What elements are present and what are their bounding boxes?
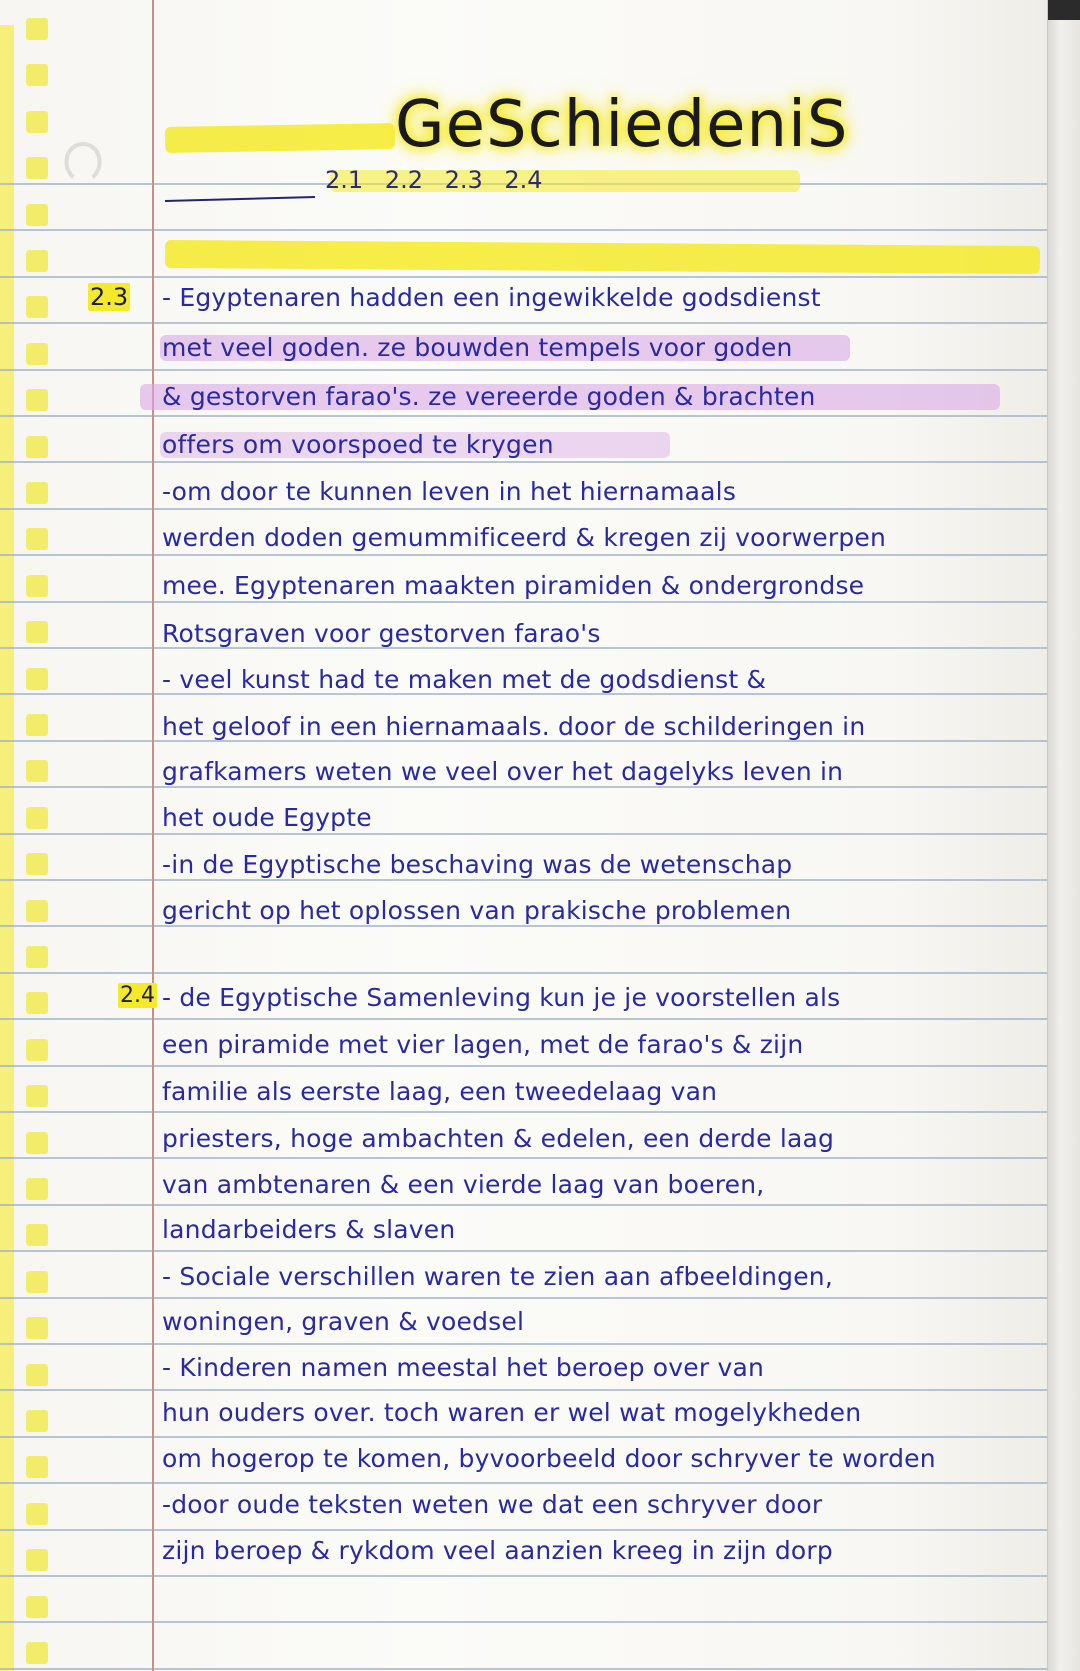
note-line: - veel kunst had te maken met de godsdienst &: [162, 665, 767, 694]
note-line: -om door te kunnen leven in het hiernamaals: [162, 477, 737, 506]
note-line: van ambtenaren & een vierde laag van boeren,: [162, 1170, 765, 1199]
page-title: GeSchiedeniS: [395, 88, 849, 162]
binding-dot: [26, 18, 48, 40]
ruled-line: [0, 1389, 1048, 1391]
note-line: het oude Egypte: [162, 803, 372, 832]
title-underline: [165, 196, 315, 202]
binding-dot: [26, 204, 48, 226]
note-line: offers om voorspoed te krygen: [162, 430, 554, 459]
binding-dot: [26, 1178, 48, 1200]
ruled-line: [0, 1575, 1048, 1577]
binding-dot: [26, 992, 48, 1014]
binding-dot: [26, 111, 48, 133]
notebook-page-edge: [1047, 0, 1080, 1671]
ruled-line: [0, 879, 1048, 881]
note-line: & gestorven farao's. ze vereerde goden & brachten: [162, 382, 816, 411]
binding-dot: [26, 1224, 48, 1246]
note-line: hun ouders over. toch waren er wel wat mogelykheden: [162, 1398, 862, 1427]
ruled-line: [0, 322, 1048, 324]
ruled-line: [0, 1250, 1048, 1252]
binding-dot: [26, 807, 48, 829]
show-through-text: ဂ: [60, 104, 106, 197]
ruled-line: [0, 1157, 1048, 1159]
title-highlight-left: [165, 123, 395, 153]
ruled-line: [0, 1297, 1048, 1299]
binding-dot: [26, 296, 48, 318]
binding-dot: [26, 853, 48, 875]
binding-dot: [26, 1596, 48, 1618]
note-line: familie als eerste laag, een tweedelaag van: [162, 1077, 718, 1106]
binding-dot: [26, 1039, 48, 1061]
ruled-line: [0, 601, 1048, 603]
note-line: zijn beroep & rykdom veel aanzien kreeg in zijn dorp: [162, 1536, 833, 1565]
binding-dot: [26, 250, 48, 272]
notebook-cover-corner: [1048, 0, 1080, 20]
binding-highlight-strip: [0, 25, 14, 1671]
note-line: gericht op het oplossen van prakische problemen: [162, 896, 792, 925]
ruled-line: [0, 1111, 1048, 1113]
binding-dot: [26, 946, 48, 968]
note-line: woningen, graven & voedsel: [162, 1307, 525, 1336]
note-line: priesters, hoge ambachten & edelen, een derde laag: [162, 1124, 835, 1153]
sections-covered: 2.1 2.2 2.3 2.4: [325, 166, 543, 194]
ruled-line: [0, 229, 1048, 231]
binding-dot: [26, 1364, 48, 1386]
note-line: -door oude teksten weten we dat een schryver door: [162, 1490, 823, 1519]
ruled-line: [0, 833, 1048, 835]
ruled-line: [0, 972, 1048, 974]
note-line: mee. Egyptenaren maakten piramiden & ondergrondse: [162, 571, 865, 600]
binding-dot: [26, 1132, 48, 1154]
ruled-line: [0, 461, 1048, 463]
note-line: Rotsgraven voor gestorven farao's: [162, 619, 601, 648]
ruled-line: [0, 369, 1048, 371]
ruled-line: [0, 1621, 1048, 1623]
binding-dot: [26, 621, 48, 643]
ruled-line: [0, 276, 1048, 278]
note-line: - Kinderen namen meestal het beroep over van: [162, 1353, 765, 1382]
binding-dot: [26, 343, 48, 365]
ruled-line: [0, 1343, 1048, 1345]
note-line: grafkamers weten we veel over het dagelyks leven in: [162, 757, 844, 786]
section-label-2-3: 2.3: [90, 283, 129, 311]
ruled-line: [0, 1065, 1048, 1067]
binding-dot: [26, 389, 48, 411]
binding-dot: [26, 482, 48, 504]
binding-dot: [26, 1317, 48, 1339]
binding-dot: [26, 528, 48, 550]
margin-line: [152, 0, 154, 1671]
binding-dot: [26, 668, 48, 690]
binding-dot: [26, 157, 48, 179]
binding-dot: [26, 714, 48, 736]
binding-dot: [26, 1456, 48, 1478]
note-line: werden doden gemummificeerd & kregen zij voorwerpen: [162, 523, 887, 552]
note-line: -in de Egyptische beschaving was de wetenschap: [162, 850, 793, 879]
binding-dot: [26, 900, 48, 922]
binding-dot: [26, 1642, 48, 1664]
ruled-line: [0, 415, 1048, 417]
binding-dot: [26, 1085, 48, 1107]
binding-dot: [26, 1503, 48, 1525]
note-line: landarbeiders & slaven: [162, 1215, 456, 1244]
ruled-line: [0, 1482, 1048, 1484]
ruled-line: [0, 786, 1048, 788]
ruled-line: [0, 508, 1048, 510]
note-line: - Sociale verschillen waren te zien aan afbeeldingen,: [162, 1262, 833, 1291]
section-label-2-4: 2.4: [120, 983, 155, 1008]
title-highlight-bar: [165, 240, 1040, 274]
note-line: om hogerop te komen, byvoorbeeld door schryver te worden: [162, 1444, 936, 1473]
note-line: het geloof in een hiernamaals. door de schilderingen in: [162, 712, 866, 741]
ruled-line: [0, 1436, 1048, 1438]
ruled-line: [0, 1204, 1048, 1206]
note-line: - de Egyptische Samenleving kun je je voorstellen als: [162, 983, 841, 1012]
note-line: - Egyptenaren hadden een ingewikkelde godsdienst: [162, 283, 821, 312]
binding-dot: [26, 64, 48, 86]
note-line: een piramide met vier lagen, met de farao's & zijn: [162, 1030, 804, 1059]
ruled-line: [0, 1018, 1048, 1020]
binding-dot: [26, 575, 48, 597]
binding-dot: [26, 1271, 48, 1293]
ruled-line: [0, 925, 1048, 927]
binding-dot: [26, 760, 48, 782]
note-line: met veel goden. ze bouwden tempels voor goden: [162, 333, 793, 362]
ruled-line: [0, 1529, 1048, 1531]
ruled-line: [0, 554, 1048, 556]
binding-dot: [26, 436, 48, 458]
ruled-line: [0, 1668, 1048, 1670]
binding-dot: [26, 1549, 48, 1571]
binding-dot: [26, 1410, 48, 1432]
